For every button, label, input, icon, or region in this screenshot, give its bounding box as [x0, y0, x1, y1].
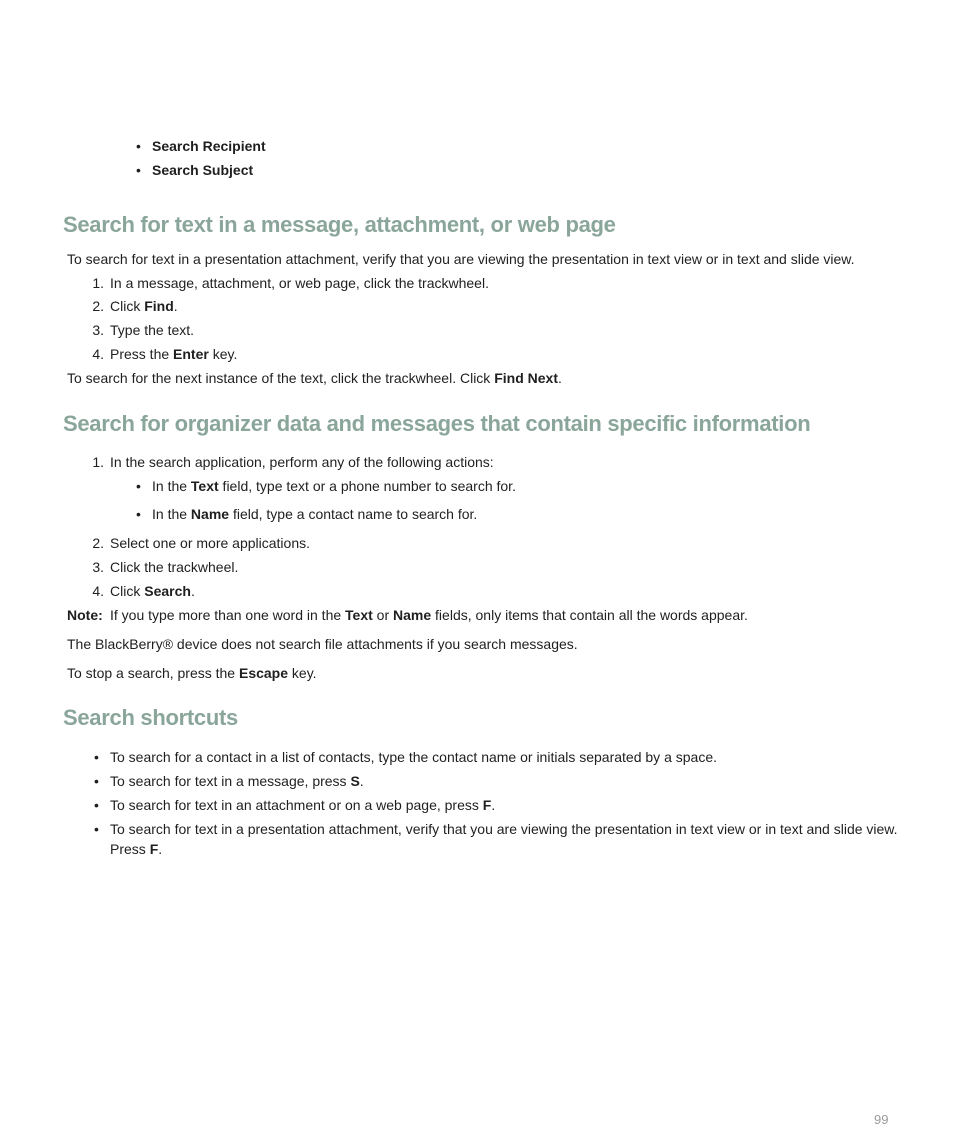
list-item: 2. Select one or more applications. [92, 535, 310, 551]
paragraph: The BlackBerry® device does not search file attachments if you search messages. [67, 636, 578, 652]
note: Note: [67, 607, 103, 623]
list-item: • To search for a contact in a list of contacts, type the contact name or initials separated by a space. [110, 748, 717, 766]
list-item: • Search Recipient [152, 137, 266, 155]
list-item: 2. Click Find. [92, 298, 178, 314]
list-item: 1. In the search application, perform any of the following actions: [92, 454, 494, 470]
list-item: 3. Click the trackwheel. [92, 559, 239, 575]
list-item: 4. Press the Enter key. [92, 346, 238, 362]
page-number: 99 [874, 1112, 889, 1127]
section-heading: Search shortcuts [63, 705, 238, 730]
section-heading: Search for organizer data and messages that contain specific information [63, 411, 811, 436]
list-item: 3. Type the text. [92, 322, 195, 338]
list-item: • In the Text field, type text or a phone number to search for. [152, 477, 516, 495]
list-item: • To search for text in an attachment or on a web page, press F. [110, 796, 495, 814]
list-item: • In the Name field, type a contact name to search for. [152, 505, 477, 523]
list-item-continuation: Press F. [110, 841, 163, 857]
list-item: • To search for text in a presentation attachment, verify that you are viewing the presentation in text view or in text and slide view. [110, 820, 898, 838]
paragraph: To search for text in a presentation attachment, verify that you are viewing the presentation in text view or in text and slide view. [67, 251, 855, 267]
paragraph: To search for the next instance of the text, click the trackwheel. Click Find Next. [67, 370, 562, 386]
paragraph: To stop a search, press the Escape key. [67, 665, 317, 681]
list-item: 4. Click Search. [92, 583, 195, 599]
list-item: • Search Subject [152, 161, 253, 179]
list-item: 1. In a message, attachment, or web page, click the trackwheel. [92, 275, 489, 291]
section-heading: Search for text in a message, attachment, or web page [63, 212, 616, 237]
list-item: • To search for text in a message, press S. [110, 772, 364, 790]
note-text: If you type more than one word in the Text or Name fields, only items that contain all the words appear. [110, 607, 748, 623]
